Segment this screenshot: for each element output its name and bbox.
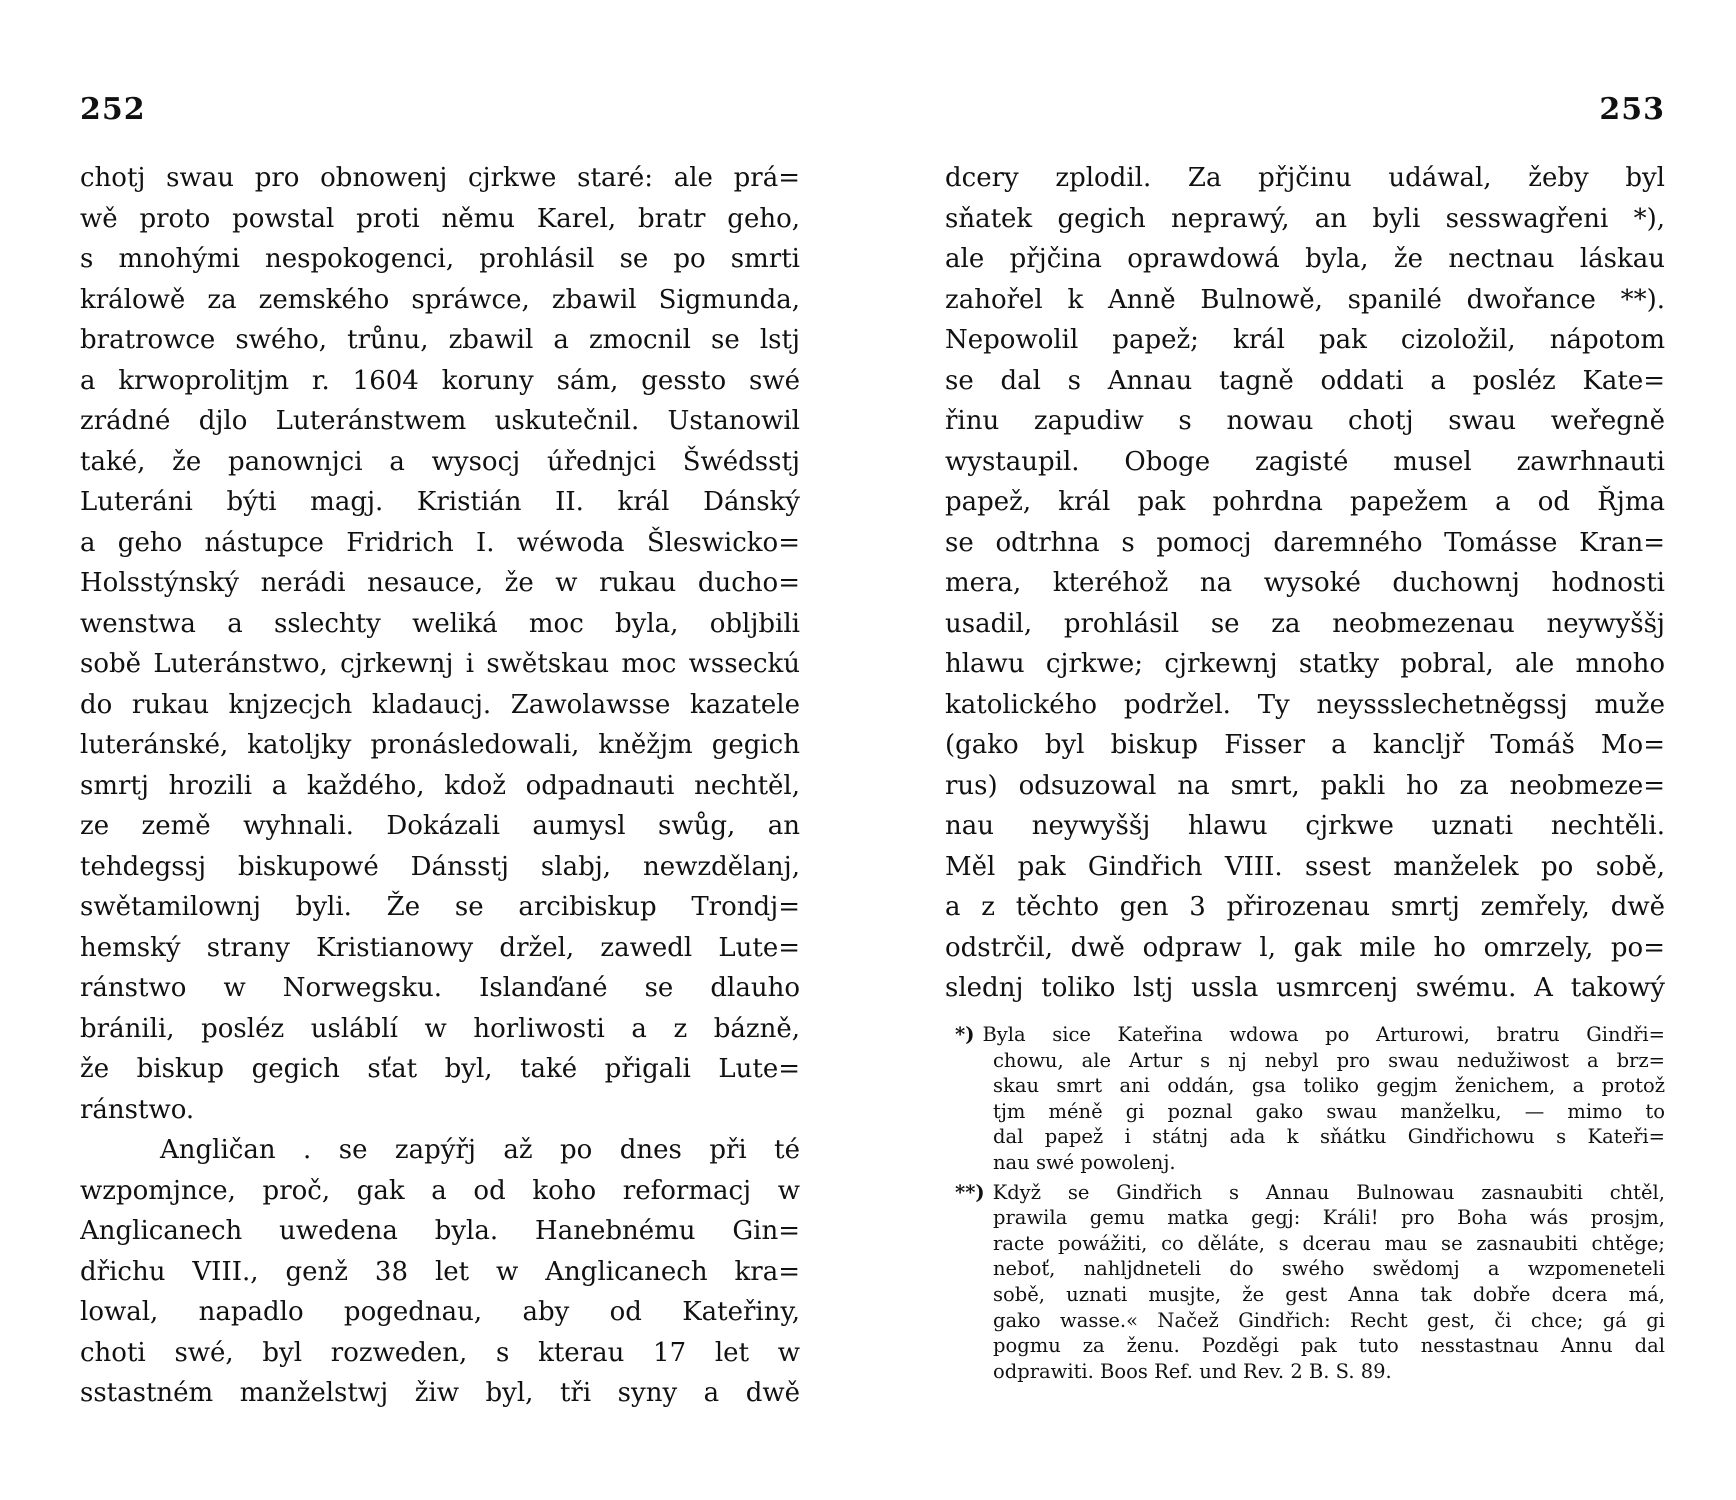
text-line: sstastném manželstwj žiw byl, tři syny a dwě: [80, 1378, 800, 1408]
text-line: nau neywyššj hlawu cjrkwe uznati nechtěli.: [945, 811, 1665, 841]
text-line: wě proto powstal proti němu Karel, bratr geho,: [80, 203, 800, 234]
footnote-text-line: racte powážiti, co děláte, s dcerau mau se zasnaubiti chtěge;: [993, 1231, 1665, 1255]
text-line: lowal, napadlo pogednau, aby od Kateřiny,: [80, 1297, 800, 1327]
text-line: zahořel k Anně Bulnowě, spanilé dwořance **).: [945, 284, 1665, 315]
footnote-marker: **): [955, 1180, 985, 1204]
text-line: a geho nástupce Fridrich I. wéwoda Šleswicko=: [80, 527, 800, 558]
footnote-text-line: gako wasse.« Načež Gindřich: Recht gest, či chce; gá gi: [993, 1308, 1665, 1332]
footnote: [955, 1022, 1665, 1176]
body-text: [80, 158, 800, 1414]
text-line: chotj swau pro obnowenj cjrkwe staré: ale prá=: [80, 163, 800, 193]
footnotes: [955, 1022, 1665, 1388]
footnote-line: [955, 1180, 1665, 1206]
footnote-text-line: tjm méně gi poznal gako swau manželku, — mimo to: [993, 1099, 1665, 1123]
text-line: odstrčil, dwě odpraw l, gak mile ho omrzely, po=: [945, 932, 1665, 963]
right-page: [945, 0, 1665, 1500]
text-line: (gako byl biskup Fisser a kanclјř Tomáš Mo=: [945, 730, 1665, 760]
text-line: Anglicanech uwedena byla. Hanebnému Gin=: [80, 1216, 800, 1246]
text-line: Holsstýnský nerádi nesauce, že w rukau ducho=: [80, 568, 800, 598]
footnote-text-line: skau smrt ani oddán, gsa toliko gegjm ženichem, a protož: [993, 1074, 1665, 1098]
text-line: Měl pak Gindřich VIII. ssest manželek po sobě,: [945, 851, 1665, 882]
text-line: wystaupil. Oboge zagisté musel zawrhnauti: [945, 446, 1665, 477]
text-line: také, že panownjci a wysocj úřednjci Šwédsstj: [80, 446, 800, 477]
text-line: papež, král pak pohrdna papežem a od Řjma: [945, 487, 1665, 517]
footnote-text-line: Byla sice Kateřina wdowa po Arturowi, bratru Gindři=: [982, 1023, 1665, 1046]
text-line: usadil, prohlásil se za neobmezenau neywyššj: [945, 608, 1665, 639]
footnote-marker: *): [955, 1023, 975, 1046]
footnote-text-line: sobě, uznati musjte, že gest Anna tak dobře dcera má,: [993, 1282, 1665, 1306]
text-line: luteránské, katolјky pronásledowali, kněžjm gegich: [80, 730, 800, 760]
text-line: dcery zplodil. Za přjčinu udáwal, žeby byl: [945, 163, 1665, 193]
text-line: katolického podržel. Ty neyssslechetněgssj muže: [945, 689, 1665, 720]
text-line: hemský strany Kristianowy držel, zawedl Lute=: [80, 932, 800, 963]
text-line: ale přjčina oprawdowá byla, že nectnau láskau: [945, 244, 1665, 274]
text-line: zrádné djlo Luteránstwem uskutečnil. Ustanowil: [80, 406, 800, 436]
text-line: a krwoprolitjm r. 1604 koruny sám, gessto swé: [80, 365, 800, 396]
footnote-text-line: odprawiti. Boos Ref. und Rev. 2 B. S. 89.: [993, 1359, 1392, 1383]
left-page: [80, 0, 800, 1500]
text-line: s mnohými nespokogenci, prohlásil se po smrti: [80, 244, 800, 274]
text-line: smrtj hrozili a každého, kdož odpadnauti nechtěl,: [80, 770, 800, 801]
text-line: řinu zapudiw s nowau chotj swau weřegně: [945, 406, 1665, 436]
text-line: ránstwo.: [80, 1094, 195, 1125]
page-number: 252: [80, 92, 146, 127]
text-line: sobě Luteránstwo, cjrkewnj i swětskau moc wsseckú: [80, 649, 800, 679]
text-line: rus) odsuzowal na smrt, pakli ho za neobmeze=: [945, 770, 1665, 801]
text-line: choti swé, byl rozweden, s kterau 17 let w: [80, 1337, 800, 1368]
text-line: do rukau knjzecjch kladaucj. Zawolawsse kazatele: [80, 689, 800, 720]
text-line: bratrowce swého, trůnu, zbawil a zmocnil se lstj: [80, 325, 800, 355]
footnote-line: [955, 1022, 1665, 1048]
footnote-text-line: dal papež i státnj ada k sňátku Gindřichowu s Kateři=: [993, 1125, 1665, 1149]
text-line: ze země wyhnali. Dokázali aumysl swůg, an: [80, 811, 800, 841]
text-line: bránili, posléz usláblí w horliwosti a z bázně,: [80, 1013, 800, 1044]
text-line: se dal s Annau tagně oddati a posléz Kate=: [945, 365, 1665, 396]
body-text: [945, 158, 1665, 1009]
text-line: ránstwo w Norwegsku. Islanďané se dlauho: [80, 973, 800, 1003]
page-number: 253: [1599, 92, 1665, 127]
text-line: Nepowolil papež; král pak cizoložil, nápotom: [945, 325, 1665, 355]
text-line: a z těchto gen 3 přirozenau smrtj zemřely, dwě: [945, 892, 1665, 922]
text-line: dřichu VIII., genž 38 let w Anglicanech kra=: [80, 1256, 800, 1287]
text-line: že biskup gegich sťat byl, také přigali Lute=: [80, 1054, 800, 1084]
text-line: králowě za zemského spráwce, zbawil Sigmunda,: [80, 284, 800, 315]
text-line: wzpomjnce, proč, gak a od koho reformacj w: [80, 1175, 800, 1206]
footnote: [955, 1180, 1665, 1385]
text-line: hlawu cjrkwe; cjrkewnj statky pobral, ale mnoho: [945, 649, 1665, 679]
footnote-text-line: Když se Gindřich s Annau Bulnowau zasnaubiti chtěl,: [992, 1180, 1665, 1204]
footnote-text-line: prawila gemu matka gegj: Králi! pro Boha wás prosjm,: [993, 1206, 1665, 1230]
text-line: mera, kteréhož na wysoké duchownj hodnosti: [945, 568, 1665, 598]
text-line: sňatek gegich neprawý, an byli sesswagřeni *),: [945, 203, 1665, 234]
footnote-text-line: chowu, ale Artur s nj nebyl pro swau nedužiwost a brz=: [993, 1048, 1665, 1072]
text-line: slednj toliko lstj ussla usmrcenj swému. A takowý: [945, 973, 1665, 1003]
text-line: swětamilownj byli. Že se arcibiskup Trondj=: [80, 892, 800, 922]
footnote-text-line: pogmu za ženu. Pozděgi pak tuto nesstastnau Annu dal: [993, 1334, 1665, 1358]
footnote-text-line: nau swé powolenj.: [993, 1150, 1176, 1174]
text-line: Luteráni býti magj. Kristián II. král Dánský: [80, 487, 800, 517]
text-line: Angličan . se zapýřj až po dnes při té: [160, 1135, 800, 1165]
footnote-text-line: neboť, nahljdneteli do swého swědomj a wzpomeneteli: [993, 1257, 1665, 1281]
text-line: se odtrhna s pomocj daremného Tomásse Kran=: [945, 527, 1665, 558]
text-line: tehdegssj biskupowé Dánsstj slabj, newzdělanj,: [80, 851, 800, 882]
text-line: wenstwa a sslechty weliká moc byla, oblјbili: [80, 608, 800, 639]
